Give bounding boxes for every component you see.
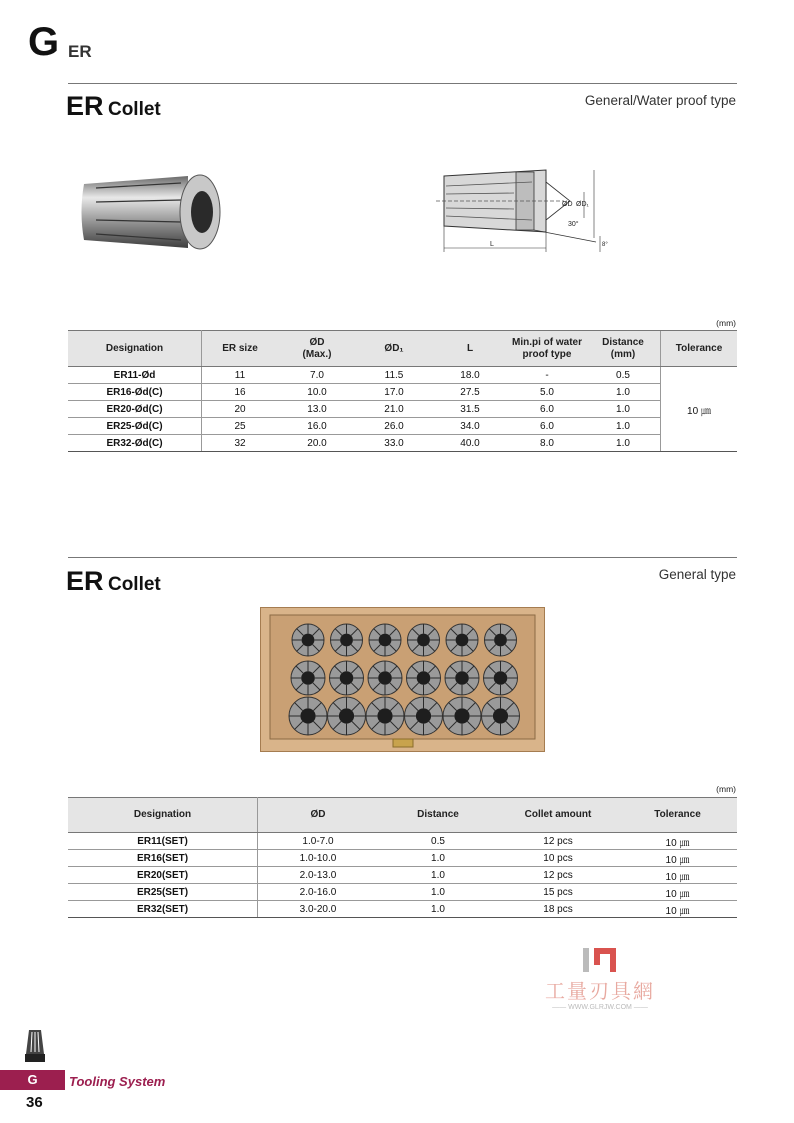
col-distance: Distance (mm) (586, 331, 661, 367)
section1-type: General/Water proof type (584, 93, 736, 108)
col-min-pi: Min.pi of water proof type (508, 331, 586, 367)
drawing-label-angle: 30° (568, 221, 579, 228)
collet-icon (24, 1028, 46, 1064)
watermark-url: —— WWW.GLRJW.COM —— (552, 1004, 648, 1011)
drawing-label-d1: ØD₁ (576, 201, 589, 208)
col-l: L (432, 331, 508, 367)
section1-title-big: ER (66, 91, 104, 121)
col-er-size: ER size (202, 331, 279, 367)
page-number: 36 (26, 1094, 43, 1111)
col-collet-amount: Collet amount (498, 798, 618, 833)
col-tolerance: Tolerance (661, 331, 738, 367)
drawing-label-length: L (490, 241, 494, 248)
table-row: ER20(SET) 2.0-13.0 1.0 12 pcs 10 ㎛ (68, 867, 737, 884)
table-row: ER11(SET) 1.0-7.0 0.5 12 pcs 10 ㎛ (68, 833, 737, 850)
spec-table-1 (68, 330, 737, 452)
section2-rule (68, 557, 737, 558)
table-row: ER16(SET) 1.0-10.0 1.0 10 pcs 10 ㎛ (68, 850, 737, 867)
chapter-section: ER (68, 42, 92, 61)
collet-set-photo (260, 607, 545, 752)
section2-title-small: Collet (107, 574, 161, 595)
table-row: ER20-Ød(C) 20 13.0 21.0 31.5 6.0 1.0 (68, 401, 737, 418)
section2-title-big: ER (66, 566, 104, 596)
watermark-text: 工量刃具網 (545, 981, 655, 1003)
section2-type: General type (658, 567, 736, 582)
header-rule (68, 83, 737, 84)
col-od: ØD (258, 798, 379, 833)
section1-title (66, 93, 161, 120)
col-od1: ØD₁ (356, 331, 432, 367)
col-distance: Distance (378, 798, 498, 833)
table-row: ER32-Ød(C) 32 20.0 33.0 40.0 8.0 1.0 (68, 435, 737, 452)
section1-unit: (mm) (716, 318, 736, 328)
tolerance-value: 10 ㎛ (661, 367, 738, 452)
col-designation: Designation (68, 331, 202, 367)
collet-drawing (436, 164, 616, 260)
table-row: ER25-Ød(C) 25 16.0 26.0 34.0 6.0 1.0 (68, 418, 737, 435)
drawing-label-angle2: 8° (602, 242, 608, 248)
watermark (520, 945, 680, 1011)
drawing-label-d: ØD (562, 201, 573, 208)
col-tolerance: Tolerance (618, 798, 737, 833)
table-row: ER32(SET) 3.0-20.0 1.0 18 pcs 10 ㎛ (68, 901, 737, 918)
table-row: ER11-Ød 11 7.0 11.5 18.0 - 0.5 10 ㎛ (68, 367, 737, 384)
section2-title (66, 568, 161, 595)
collet-photo (76, 172, 226, 252)
footer-label: Tooling System (69, 1074, 166, 1089)
spec-table-2 (68, 797, 737, 918)
chapter-tab: G (0, 1070, 65, 1090)
col-designation: Designation (68, 798, 258, 833)
section2-unit: (mm) (716, 784, 736, 794)
table-row: ER25(SET) 2.0-16.0 1.0 15 pcs 10 ㎛ (68, 884, 737, 901)
col-od: ØD (Max.) (278, 331, 356, 367)
watermark-logo (580, 945, 620, 975)
table-row: ER16-Ød(C) 16 10.0 17.0 27.5 5.0 1.0 (68, 384, 737, 401)
section1-title-small: Collet (107, 99, 161, 120)
chapter-letter: G (28, 20, 60, 64)
